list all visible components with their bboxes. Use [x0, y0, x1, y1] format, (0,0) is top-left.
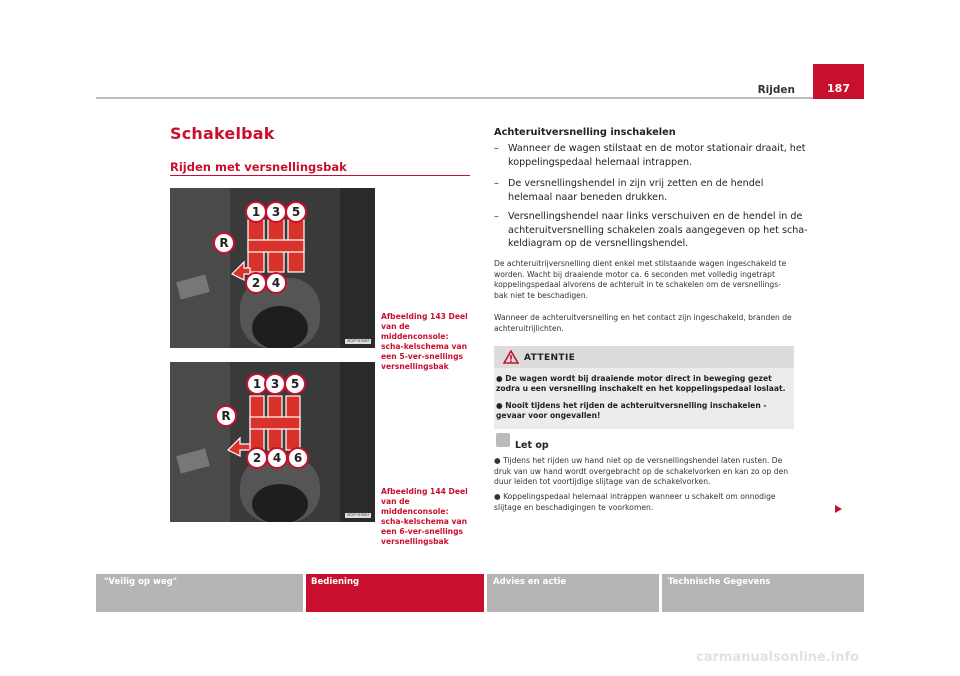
- footer-tab-label: "Veilig op weg": [104, 577, 178, 587]
- dash-marker: –: [494, 211, 499, 222]
- procedure-step: – Wanneer de wagen stilstaat en de motor stationair draait, het koppelingspedaal helemaal intrappen.: [494, 143, 806, 168]
- gear-label: R: [221, 409, 231, 423]
- note-item: ● Tijdens het rijden uw hand niet op de versnellingshendel laten rusten. De druk van uw hand wordt overgebracht op de schakelvorken en kan zo op den duur leiden tot voortijdige slijtage van de schakelvorken.: [494, 456, 789, 487]
- gear-label: 2: [252, 451, 262, 465]
- footer-tab-label: Technische Gegevens: [668, 577, 771, 587]
- figure-143-photo: [170, 188, 375, 348]
- page-number: 187: [827, 82, 850, 95]
- gear-label: 1: [252, 377, 262, 391]
- gear-label: 2: [251, 276, 261, 290]
- header-rule: [96, 97, 864, 99]
- gear-label: 6: [293, 451, 303, 465]
- info-paragraph: De achteruitrijversnelling dient enkel met stilstaande wagen ingeschakeld te worden. Wacht bij draaiende motor ca. 6 seconden met volledig ingetrapt koppelingspedaal alvorens de achteruit in te schakelen om de versnellings-bak niet te beschadigen.: [494, 259, 787, 300]
- gear-label: 5: [290, 377, 300, 391]
- note-hand-icon: [496, 433, 510, 447]
- dash-marker: –: [494, 178, 499, 189]
- footer-tab-label: Advies en actie: [493, 577, 567, 587]
- bullet: ●: [496, 401, 503, 410]
- bullet: ●: [494, 492, 501, 501]
- gear-label: R: [219, 236, 229, 250]
- warning-item: ● De wagen wordt bij draaiende motor direct in beweging gezet zodra u een versnelling inschakelt en het koppelingspedaal loslaat.: [496, 374, 786, 394]
- note-item: ● Koppelingspedaal helemaal intrappen wanneer u schakelt om onnodige slijtage en beschadigingen te voorkomen.: [494, 492, 776, 512]
- dash-marker: –: [494, 143, 499, 154]
- subtitle-rule: [170, 175, 470, 176]
- bullet: ●: [496, 374, 503, 383]
- section-subtitle: Rijden met versnellingsbak: [170, 160, 347, 174]
- watermark: carmanualsonline.info: [696, 650, 860, 665]
- section-title: Schakelbak: [170, 124, 275, 143]
- warning-title: ATTENTIE: [524, 353, 576, 363]
- warning-triangle-icon: [503, 350, 519, 364]
- continue-arrow-icon: [835, 505, 842, 513]
- gear-label: 5: [291, 205, 301, 219]
- gearshift-5-speed-illustration: [170, 188, 375, 348]
- bullet: ●: [494, 456, 501, 465]
- gear-label: 3: [271, 205, 281, 219]
- procedure-step: – De versnellingshendel in zijn vrij zetten en de hendel helemaal naar beneden drukken.: [494, 178, 764, 203]
- info-paragraph: Wanneer de achteruitversnelling en het contact zijn ingeschakeld, branden de achteruitrijlichten.: [494, 313, 792, 333]
- note-title: Let op: [515, 440, 549, 451]
- gear-label: 4: [271, 276, 281, 290]
- header-section-title: Rijden: [757, 84, 795, 96]
- gear-label: 4: [272, 451, 282, 465]
- figure-144-photo: [170, 362, 375, 522]
- gear-label: 3: [270, 377, 280, 391]
- procedure-step: – Versnellingshendel naar links verschuiven en de hendel in de achteruitversnelling schakelen zoals aangegeven op het scha-keldiagram op de versnellingshendel.: [494, 211, 808, 249]
- figure-code: B5P-0480: [347, 513, 369, 518]
- figure-144-caption: Afbeelding 144 Deel van de middenconsole: scha-kelschema van een 6-ver-snellings versnellingsbak: [381, 487, 468, 546]
- figure-code: B5P-0489: [347, 339, 369, 344]
- gearshift-6-speed-illustration: [170, 362, 375, 522]
- warning-item: ● Nooit tijdens het rijden de achteruitversnelling inschakelen - gevaar voor ongevallen!: [496, 401, 767, 421]
- procedure-heading: Achteruitversnelling inschakelen: [494, 127, 676, 138]
- figure-143-caption: Afbeelding 143 Deel van de middenconsole: scha-kelschema van een 5-ver-snellings versnellingsbak: [381, 312, 468, 371]
- footer-tab-label: Bediening: [311, 577, 360, 587]
- gear-label: 1: [251, 205, 261, 219]
